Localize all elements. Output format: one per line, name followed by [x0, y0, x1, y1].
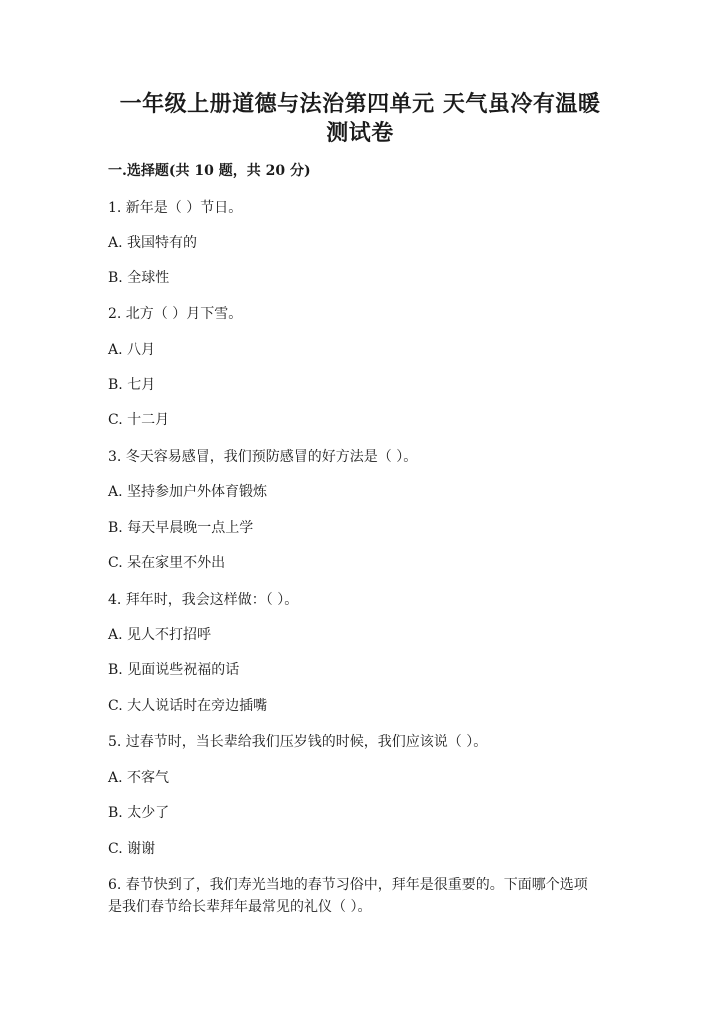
question-6-stem-line-2: 是我们春节给长辈拜年最常见的礼仪（ ）。: [108, 899, 372, 915]
question-3-option-b: B. 每天早晨晚一点上学: [108, 520, 254, 536]
question-3-stem: 3. 冬天容易感冒，我们预防感冒的好方法是（ ）。: [108, 449, 418, 465]
question-2-option-b: B. 七月: [108, 377, 156, 393]
section-heading: 一.选择题(共 10 题，共 20 分): [108, 163, 311, 179]
question-3-option-a: A. 坚持参加户外体育锻炼: [108, 484, 268, 500]
question-4-stem: 4. 拜年时，我会这样做：（ ）。: [108, 592, 299, 608]
question-5-option-b: B. 太少了: [108, 805, 170, 821]
question-1-option-b: B. 全球性: [108, 270, 170, 286]
question-6-stem-line-1: 6. 春节快到了，我们寿光当地的春节习俗中，拜年是很重要的。下面哪个选项: [108, 877, 588, 893]
question-2-option-c: C. 十二月: [108, 412, 170, 428]
question-1-stem: 1. 新年是（ ）节日。: [108, 200, 243, 216]
question-2-stem: 2. 北方（ ）月下雪。: [108, 306, 243, 322]
question-4-option-c: C. 大人说话时在旁边插嘴: [108, 698, 268, 714]
question-4-option-b: B. 见面说些祝福的话: [108, 662, 240, 678]
question-3-option-c: C. 呆在家里不外出: [108, 555, 226, 571]
question-5-option-c: C. 谢谢: [108, 841, 156, 857]
question-1-option-a: A. 我国特有的: [108, 235, 198, 251]
question-4-option-a: A. 见人不打招呼: [108, 627, 212, 643]
page-title-line-1: 一年级上册道德与法治第四单元 天气虽冷有温暖: [119, 91, 601, 117]
question-5-option-a: A. 不客气: [108, 770, 170, 786]
question-2-option-a: A. 八月: [108, 342, 156, 358]
page-title-line-2: 测试卷: [326, 120, 394, 146]
question-5-stem: 5. 过春节时，当长辈给我们压岁钱的时候，我们应该说（ ）。: [108, 734, 488, 750]
